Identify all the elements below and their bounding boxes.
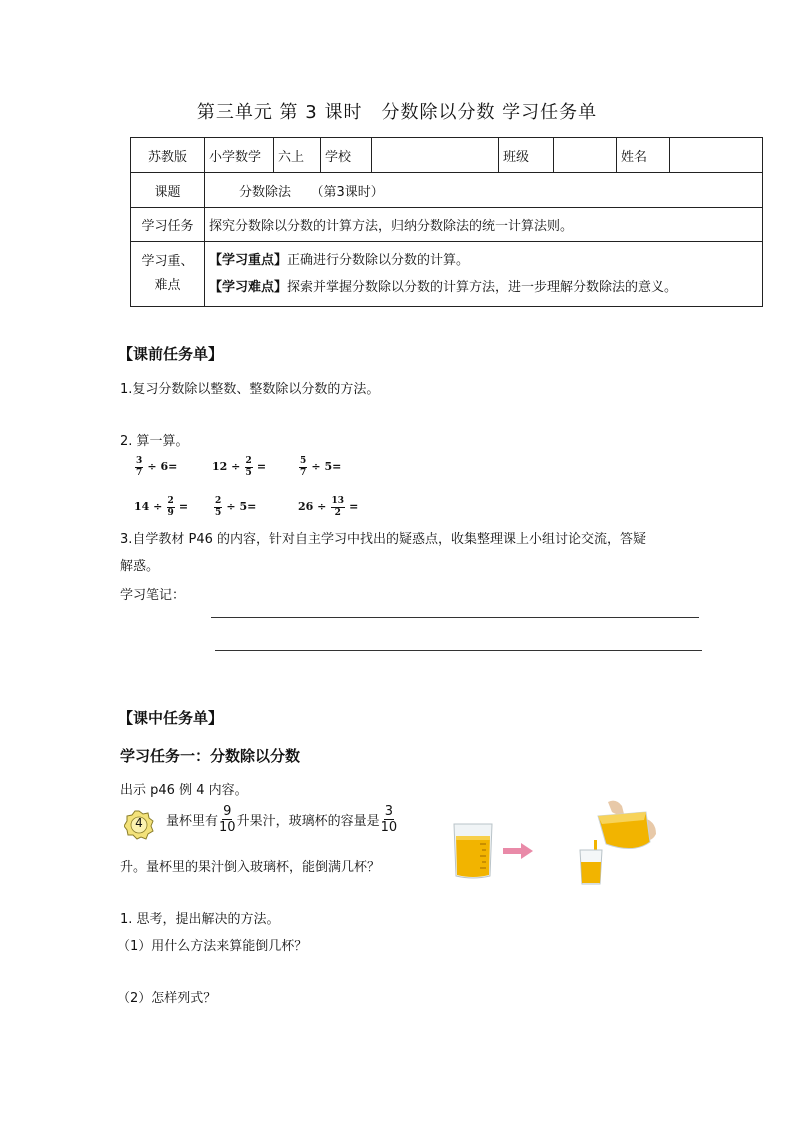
example-text-2: 升果汁，玻璃杯的容量是 [236,814,380,829]
key-points-label [131,242,205,307]
calc-3-rest: ÷ 5= [311,460,342,473]
class-field[interactable] [554,138,617,173]
pouring-juice-icon [572,800,658,886]
notes-line-1[interactable] [211,617,699,618]
calc-2-rest: = [256,460,267,473]
difficulty-text: 探索并掌握分数除以分数的计算方法，进一步理解分数除法的意义。 [287,280,678,295]
key-point-text: 正确进行分数除以分数的计算。 [287,253,470,268]
example-4-line2: 升。量杯里的果汁倒入玻璃杯，能倒满几杯？ [120,860,381,875]
page-title: 第三单元 第 3 课时 分数除以分数 学习任务单 [196,102,598,123]
calc-1-rest: ÷ 6= [147,460,178,473]
name-field[interactable] [670,138,763,173]
calc-5 [213,497,256,518]
pre-class-item-1: 1.复习分数除以整数、整数除以分数的方法。 [120,382,380,397]
example-fraction-2 [381,805,398,834]
denominator: 9 [167,508,174,518]
in-class-heading: 【课中任务单】 [118,709,224,727]
pre-class-item-3-line1: 3.自学教材 P46 的内容，针对自主学习中找出的疑惑点，收集整理课上小组讨论交流，答疑 [120,532,647,547]
calc-6 [298,497,358,518]
notes-label: 学习笔记： [120,588,186,603]
denominator: 2 [334,508,341,518]
calc-2 [212,457,266,478]
calc-3 [298,457,341,478]
numerator: 2 [215,496,222,506]
numerator: 2 [167,496,174,506]
denominator: 10 [219,820,236,835]
pre-class-item-3-line2: 解惑。 [120,559,160,574]
name-label: 姓名 [617,138,670,173]
key-points-label-line1: 学习重、 [141,254,194,269]
example-text-1: 量杯里有 [166,814,219,829]
calc-5-rest: ÷ 5= [226,500,257,513]
task-1-heading: 学习任务一：分数除以分数 [120,747,301,765]
subject-cell: 小学数学 [205,138,274,173]
info-table [130,137,763,307]
class-label: 班级 [499,138,554,173]
question-1-2: （2）怎样列式？ [117,991,217,1006]
key-points-label-line2: 难点 [154,278,181,293]
pre-class-item-2: 2. 算一算。 [120,434,189,449]
key-point-tag: 【学习重点】 [209,253,288,268]
calc-1 [134,457,177,478]
example-4-line1 [166,805,398,834]
arrow-right-icon [503,843,533,859]
example-fraction-1 [219,805,236,834]
calc-3-fraction [299,457,307,478]
task-label: 学习任务 [131,208,205,242]
calc-6-fraction [331,497,346,518]
notes-line-2[interactable] [215,650,702,651]
numerator: 3 [136,456,143,466]
calc-1-fraction [135,457,143,478]
denominator: 5 [215,508,222,518]
denominator: 7 [300,468,307,478]
calc-2-fraction [245,457,253,478]
denominator: 10 [380,820,398,835]
calc-4-fraction [167,497,175,518]
school-field[interactable] [372,138,499,173]
grade-cell: 六上 [274,138,321,173]
denominator: 7 [136,468,143,478]
key-points-content [205,242,763,307]
question-1-1: （1）用什么方法来算能倒几杯？ [117,939,308,954]
pre-class-heading: 【课前任务单】 [118,345,224,363]
measuring-cup-icon [452,820,494,880]
calc-5-fraction [214,497,222,518]
calc-4-rest: = [178,500,189,513]
question-1: 1. 思考，提出解决的方法。 [120,912,280,927]
denominator: 5 [245,468,252,478]
calc-6-rest: = [349,500,359,513]
task-value: 探究分数除以分数的计算方法，归纳分数除法的统一计算法则。 [205,208,763,242]
numerator: 9 [223,804,232,819]
numerator: 3 [384,804,393,819]
calc-4 [134,497,188,518]
calc-2-prefix: 12 ÷ [212,460,241,473]
numerator: 13 [331,496,345,506]
example-badge-number: 4 [135,816,143,830]
calc-6-prefix: 26 ÷ [298,500,327,513]
show-example-text: 出示 p46 例 4 内容。 [120,783,248,798]
difficulty-tag: 【学习难点】 [209,280,288,295]
publisher-cell: 苏教版 [131,138,205,173]
topic-label: 课题 [131,173,205,208]
calc-4-prefix: 14 ÷ [134,500,163,513]
numerator: 2 [245,456,252,466]
school-label: 学校 [321,138,372,173]
numerator: 5 [300,456,307,466]
topic-value: 分数除法 （第3课时） [205,173,763,208]
